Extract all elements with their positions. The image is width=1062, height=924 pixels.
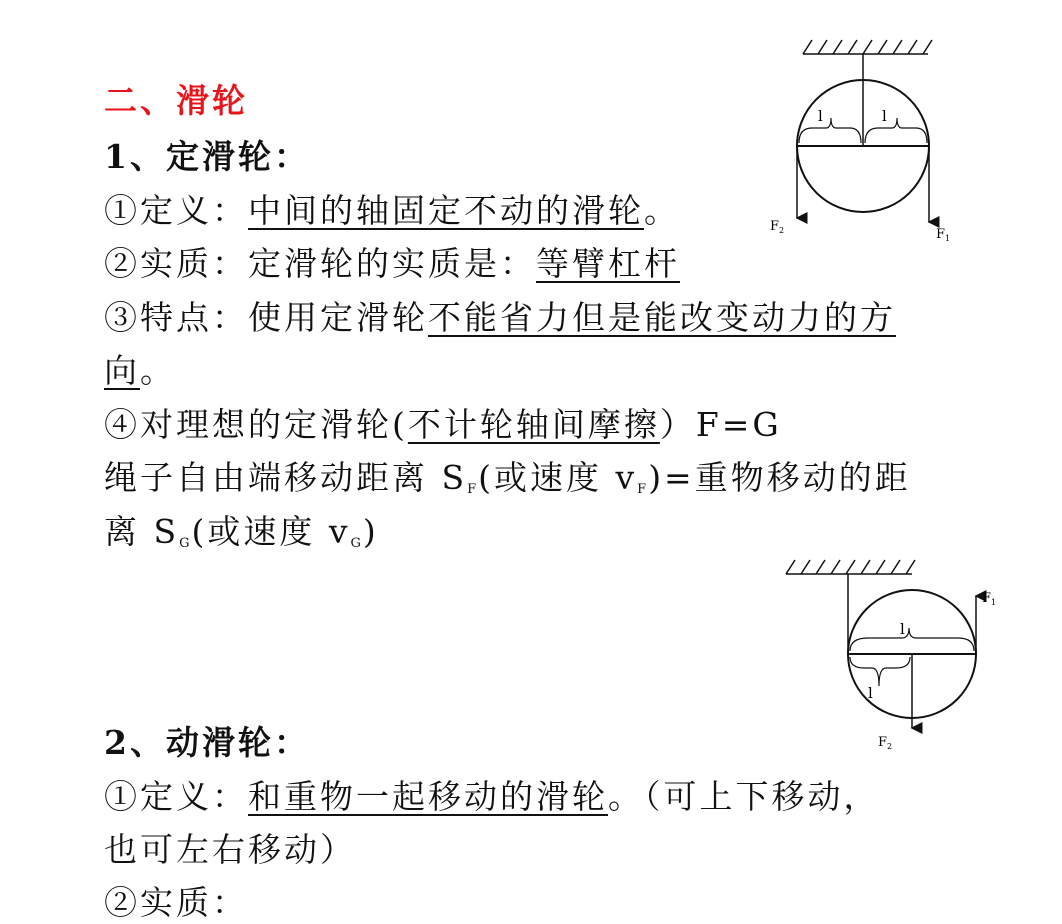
force-label-f1-2: $F_1$ <box>982 591 997 607</box>
ceiling-hatch <box>803 40 932 54</box>
definition-suffix: 。 <box>644 191 680 230</box>
brace-bottom <box>850 657 910 686</box>
movable-pulley-heading: 2、动滑轮： <box>104 723 310 762</box>
section-title: 二、滑轮 <box>104 81 248 120</box>
movable-essence: ②实质： <box>104 883 248 922</box>
feature-answer-cont: 向 <box>104 351 140 390</box>
movable-definition-answer: 和重物一起移动的滑轮 <box>248 777 608 816</box>
subscript-vg: G <box>350 536 361 551</box>
rope-text-6: ) <box>362 512 379 551</box>
rope-text-2: (或速度 v <box>478 458 638 497</box>
ideal-suffix: ）F=G <box>659 405 782 444</box>
definition-answer: 中间的轴固定不动的滑轮 <box>248 191 644 230</box>
ceiling-hatch-2 <box>786 560 915 574</box>
subscript-sg: G <box>179 536 190 551</box>
rope-text-1: 绳子自由端移动距离 S <box>104 458 468 497</box>
arm-label-bottom: l <box>868 684 873 702</box>
essence-answer: 等臂杠杆 <box>536 244 680 283</box>
movable-definition-suffix: 。（可上下移动， <box>608 777 880 816</box>
rope-text-5: (或速度 v <box>191 512 351 551</box>
arm-label-top: l <box>900 620 905 638</box>
fixed-pulley-heading: 1、定滑轮： <box>104 137 310 176</box>
subscript-vf: F <box>637 482 647 497</box>
arm-label-right: l <box>882 107 887 125</box>
feature-suffix: 。 <box>140 351 176 390</box>
ideal-answer: 不计轮轴间摩擦 <box>407 405 660 444</box>
brace-left <box>799 118 861 143</box>
ideal-label: ④对理想的定滑轮( <box>104 405 408 444</box>
subscript-sf: F <box>467 482 477 497</box>
essence-label: ②实质：定滑轮的实质是： <box>104 244 536 283</box>
rope-text-4: 离 S <box>104 512 180 551</box>
feature-label: ③特点：使用定滑轮 <box>104 298 428 337</box>
feature-answer: 不能省力但是能改变动力的方 <box>428 298 896 337</box>
force-label-f1: $F_1$ <box>936 227 951 243</box>
arm-label-left: l <box>818 107 823 125</box>
rope-text-3: )=重物移动的距 <box>648 458 911 497</box>
brace-right <box>865 118 927 143</box>
force-label-f2: $F_2$ <box>770 219 785 235</box>
movable-definition-cont: 也可左右移动） <box>104 830 356 869</box>
brace-top <box>850 628 974 651</box>
movable-definition-label: ①定义： <box>104 777 248 816</box>
force-label-f2-2: $F_2$ <box>878 735 893 751</box>
definition-label: ①定义： <box>104 191 248 230</box>
